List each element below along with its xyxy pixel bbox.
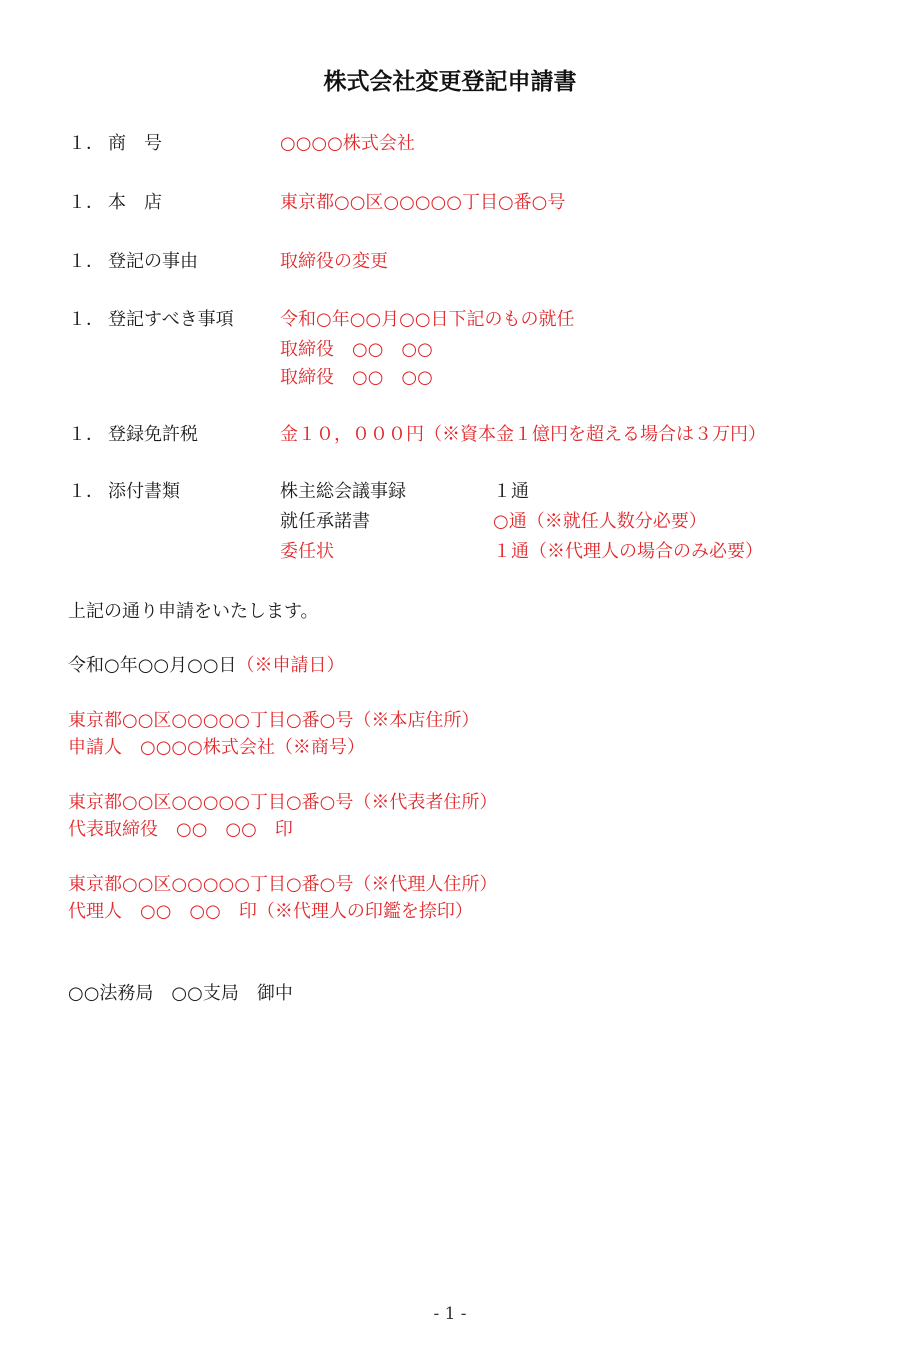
item-bullet: １． <box>68 251 104 272</box>
attachment-count: １通（※代理人の場合のみ必要） <box>493 541 763 562</box>
matters-line-2: 取締役 ○○ ○○ <box>280 339 433 360</box>
applicant-address: 東京都○○区○○○○○丁目○番○号（※本店住所） <box>68 710 480 731</box>
date-note: （※申請日） <box>236 655 345 676</box>
addressee: ○○法務局 ○○支局 御中 <box>68 983 293 1004</box>
statement: 上記の通り申請をいたします。 <box>68 601 319 622</box>
head-office-value: 東京都○○区○○○○○丁目○番○号 <box>280 192 566 213</box>
item-bullet: １． <box>68 424 104 445</box>
item-bullet: １． <box>68 481 104 502</box>
tax-label: 登録免許税 <box>108 424 198 445</box>
page-title: 株式会社変更登記申請書 <box>323 68 577 95</box>
attachment-name: 株主総会議事録 <box>280 481 406 502</box>
head-office-label: 本 店 <box>108 192 162 213</box>
item-bullet: １． <box>68 133 104 154</box>
trade-name-label: 商 号 <box>108 133 162 154</box>
date-text: 令和○年○○月○○日 <box>68 655 237 676</box>
representative-address: 東京都○○区○○○○○丁目○番○号（※代表者住所） <box>68 792 498 813</box>
representative-name: 代表取締役 ○○ ○○ 印 <box>68 819 293 840</box>
page-number: - 1 - <box>433 1304 467 1324</box>
attachment-count: １通 <box>493 481 529 502</box>
attachment-name: 就任承諾書 <box>280 511 370 532</box>
trade-name-value: ○○○○株式会社 <box>280 133 415 154</box>
reason-value: 取締役の変更 <box>280 251 388 272</box>
application-date <box>68 657 345 675</box>
matters-line-1: 令和○年○○月○○日下記のもの就任 <box>280 309 575 330</box>
attachment-count: ○通（※就任人数分必要） <box>493 511 707 532</box>
matters-label: 登記すべき事項 <box>108 309 234 330</box>
attachment-name: 委任状 <box>280 541 334 562</box>
item-bullet: １． <box>68 309 104 330</box>
agent-name: 代理人 ○○ ○○ 印（※代理人の印鑑を捺印） <box>68 901 473 922</box>
attachments-label: 添付書類 <box>108 481 180 502</box>
reason-label: 登記の事由 <box>108 251 198 272</box>
applicant-name: 申請人 ○○○○株式会社（※商号） <box>68 737 365 758</box>
agent-address: 東京都○○区○○○○○丁目○番○号（※代理人住所） <box>68 874 498 895</box>
tax-value: 金１０，０００円（※資本金１億円を超える場合は３万円） <box>280 424 766 445</box>
item-bullet: １． <box>68 192 104 213</box>
matters-line-3: 取締役 ○○ ○○ <box>280 367 433 388</box>
